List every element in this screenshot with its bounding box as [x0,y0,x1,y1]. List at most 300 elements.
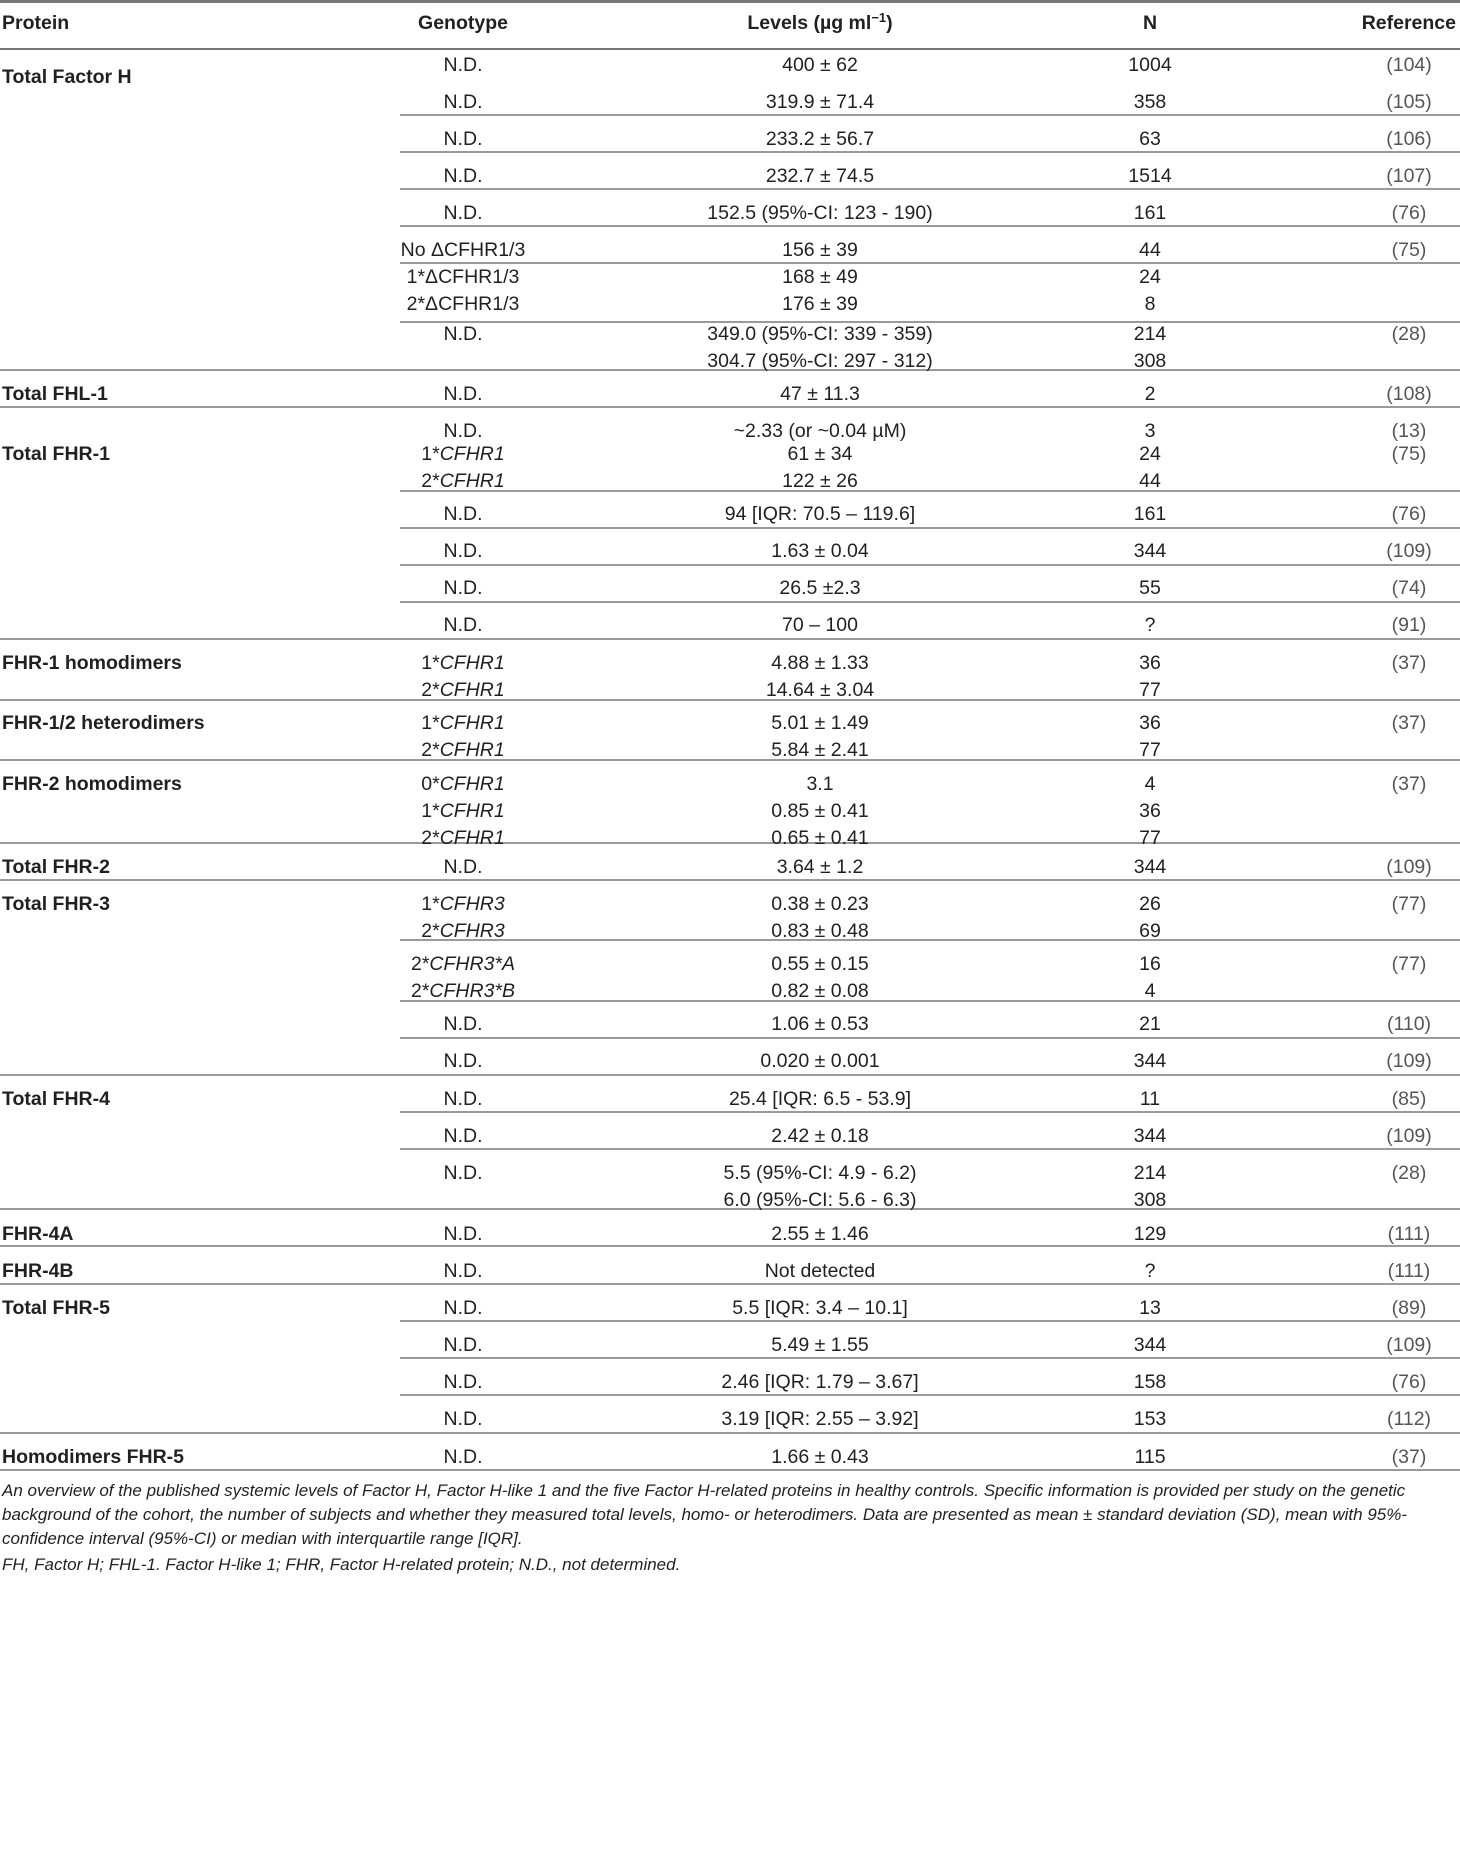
n-value: 115 [1134,1446,1166,1468]
level-value: 4.88 ± 1.33 [771,652,869,674]
n-value: ? [1144,1260,1156,1282]
genotype-cell [400,612,526,639]
n-value: 161 [1133,503,1167,525]
protein-label: Total FHR-3 [2,893,110,915]
genotype-copy-prefix: 1* [421,800,440,822]
reference-cell: (76) [1391,1371,1427,1393]
n-value: 69 [1139,920,1161,942]
n-value: 3 [1144,420,1156,442]
n-value: 344 [1133,856,1167,878]
level-cell [600,951,1040,1005]
n-cell [1100,1011,1200,1038]
level-value: 2.55 ± 1.46 [771,1223,869,1245]
n-cell [1100,612,1200,639]
level-value: 2.46 [IQR: 1.79 – 3.67] [721,1371,919,1393]
level-value: 156 ± 39 [782,239,858,261]
reference-cell: (91) [1391,614,1427,636]
level-cell [600,891,1040,945]
n-value: 308 [1133,350,1167,372]
protein-label: Total FHR-4 [2,1088,110,1110]
n-cell [1100,381,1200,408]
genotype-gene-name: CFHR1 [439,773,505,795]
genotype-value: N.D. [443,614,483,636]
level-value: 5.5 [IQR: 3.4 – 10.1] [732,1297,908,1319]
genotype-gene-name: CFHR3 [439,920,505,942]
n-cell [1100,951,1200,1005]
genotype-cell [400,1444,526,1471]
genotype-copy-prefix: 1* [421,893,440,915]
level-cell [600,1123,1040,1150]
reference-cell: (28) [1391,1162,1427,1184]
genotype-value: N.D. [443,1223,483,1245]
n-cell [1100,1048,1200,1075]
n-value: 24 [1139,266,1161,288]
genotype-cell [400,1048,526,1075]
level-value: 1.06 ± 0.53 [771,1013,869,1035]
genotype-cell [400,321,526,348]
level-value: 26.5 ±2.3 [779,577,861,599]
genotype-cell [400,854,526,881]
n-value: 36 [1139,712,1161,734]
genotype-cell [400,1295,526,1322]
n-cell [1100,1123,1200,1150]
level-cell [600,1332,1040,1359]
protein-label: Total FHR-1 [2,443,110,465]
genotype-value [400,771,526,798]
level-value: 304.7 (95%-CI: 297 - 312) [707,350,933,372]
n-value: 344 [1133,1334,1167,1356]
genotype-value: N.D. [443,323,483,345]
reference-cell: (108) [1386,383,1432,405]
n-value: 63 [1139,128,1161,150]
header-levels-close: ) [886,12,893,34]
level-cell [600,1160,1040,1214]
reference-cell: (110) [1386,1013,1432,1035]
genotype-cell [400,501,526,528]
level-cell [600,1011,1040,1038]
n-cell [1100,854,1200,881]
genotype-copy-prefix: 2* [410,953,430,975]
n-cell [1100,1406,1200,1433]
n-cell [1100,538,1200,565]
protein-label: FHR-1 homodimers [2,652,182,674]
header-levels [600,10,1040,37]
protein-label: FHR-4B [2,1260,74,1282]
level-cell [600,321,1040,375]
genotype-value: N.D. [443,1297,483,1319]
genotype-value: N.D. [443,1408,483,1430]
genotype-value: N.D. [443,202,483,224]
genotype-value [400,978,526,1005]
genotype-copy-prefix: 1* [421,652,440,674]
genotype-gene-name: CFHR3 [439,893,505,915]
n-cell [1100,575,1200,602]
genotype-value [400,918,526,945]
genotype-cell [400,1332,526,1359]
reference-cell: (77) [1391,953,1427,975]
genotype-gene-name: CFHR1 [439,739,505,761]
level-value: 0.38 ± 0.23 [771,893,869,915]
n-value: 44 [1139,239,1161,261]
genotype-gene-name: CFHR1 [439,470,505,492]
genotype-cell [400,538,526,565]
level-cell [600,1221,1040,1248]
genotype-value: N.D. [443,856,483,878]
genotype-cell [400,1123,526,1150]
level-value: 0.82 ± 0.08 [771,980,869,1002]
table-footnote-description: An overview of the published systemic levels of Factor H, Factor H-like 1 and the five Factor H-related proteins in healthy controls. Specific information is provided per study on the genetic background of the cohort, the number of subjects and whether they measured total levels, homo- or heterodimers. Data are presented as mean ± standard deviation (SD), mean with 95%-confidence interval (95%-CI) or median with interquartile range [IQR]. [2,1481,1408,1548]
reference-cell: (109) [1386,856,1432,878]
header-reference: Reference [1361,12,1456,34]
genotype-value [400,798,526,825]
n-value: 214 [1133,1162,1167,1184]
level-value: 5.01 ± 1.49 [771,712,869,734]
reference-cell: (37) [1391,712,1427,734]
level-cell [600,1369,1040,1396]
genotype-value [400,951,526,978]
reference-cell: (76) [1391,503,1427,525]
reference-cell: (111) [1387,1260,1431,1282]
reference-cell: (37) [1391,773,1427,795]
genotype-copy-prefix: 2* [421,470,440,492]
protein-label: Total FHR-2 [2,856,110,878]
genotype-value: N.D. [443,1334,483,1356]
genotype-value [400,441,526,468]
reference-cell: (109) [1386,1125,1432,1147]
level-cell [600,612,1040,639]
genotype-cell [400,1011,526,1038]
genotype-gene-name: CFHR1 [439,712,505,734]
genotype-value: N.D. [443,577,483,599]
level-value: 3.1 [806,773,834,795]
genotype-value: N.D. [443,1446,483,1468]
reference-cell: (109) [1386,540,1432,562]
reference-cell: (106) [1386,128,1432,150]
genotype-cell [400,891,526,945]
n-value: 344 [1133,1125,1167,1147]
genotype-value: N.D. [443,1050,483,1072]
level-value: ~2.33 (or ~0.04 µM) [733,420,907,442]
level-cell [600,501,1040,528]
genotype-cell [400,650,526,704]
genotype-copy-prefix: 2* [421,739,440,761]
n-value: 11 [1139,1088,1161,1110]
level-value: 47 ± 11.3 [780,383,860,405]
level-cell [600,1406,1040,1433]
genotype-gene-name: CFHR3*A [429,953,516,975]
genotype-cell [400,771,526,852]
genotype-value [400,650,526,677]
genotype-gene-name: CFHR1 [439,800,505,822]
n-value: 26 [1139,893,1161,915]
level-value: 70 – 100 [782,614,858,636]
genotype-copy-prefix: 2* [410,980,430,1002]
level-value: 122 ± 26 [782,470,858,492]
genotype-copy-prefix: 2* [421,679,440,701]
level-value: 233.2 ± 56.7 [765,128,875,150]
level-value: 349.0 (95%-CI: 339 - 359) [707,323,933,345]
level-value: 0.020 ± 0.001 [760,1050,880,1072]
n-value: 4 [1144,980,1156,1002]
n-value: 1514 [1128,165,1172,187]
n-cell [1100,1160,1200,1214]
level-value: 1.63 ± 0.04 [771,540,869,562]
n-cell [1100,1258,1200,1285]
n-cell [1100,1086,1200,1113]
genotype-cell [400,1221,526,1248]
n-value: 153 [1133,1408,1167,1430]
reference-cell: (76) [1391,202,1427,224]
level-cell [600,89,1040,116]
header-n: N [1142,12,1158,34]
genotype-cell [400,1086,526,1113]
level-value: 94 [IQR: 70.5 – 119.6] [724,503,916,525]
n-cell [1100,1295,1200,1322]
level-cell [600,200,1040,227]
n-cell [1100,771,1200,852]
n-cell [1100,52,1200,79]
genotype-value [400,737,526,764]
genotype-copy-prefix: 0* [421,773,440,795]
level-value: 152.5 (95%-CI: 123 - 190) [707,202,933,224]
level-cell [600,1295,1040,1322]
genotype-value [400,677,526,704]
genotype-gene-name: CFHR1 [439,443,505,465]
genotype-gene-name: CFHR1 [439,652,505,674]
n-value: 36 [1139,800,1161,822]
n-value: 24 [1139,443,1161,465]
table-top-rule [0,0,1460,3]
n-cell [1100,1369,1200,1396]
reference-cell: (85) [1391,1088,1427,1110]
header-protein: Protein [2,12,70,34]
reference-cell: (111) [1387,1223,1431,1245]
genotype-cell [400,126,526,153]
reference-cell: (89) [1391,1297,1427,1319]
genotype-value: N.D. [443,128,483,150]
level-cell [600,1444,1040,1471]
genotype-cell [400,163,526,190]
protein-label: FHR-4A [2,1223,74,1245]
genotype-value: N.D. [443,420,483,442]
n-value: 2 [1144,383,1156,405]
n-value: 344 [1133,540,1167,562]
genotype-cell [400,200,526,227]
table-header-rule [0,48,1460,50]
level-value: 5.84 ± 2.41 [771,739,869,761]
n-cell [1100,1444,1200,1471]
level-cell [600,575,1040,602]
n-value: 161 [1133,202,1167,224]
genotype-gene-name: CFHR3*B [429,980,516,1002]
reference-cell: (107) [1386,165,1432,187]
genotype-copy-prefix: 2* [421,920,440,942]
header-genotype: Genotype [418,12,508,34]
reference-cell: (77) [1391,893,1427,915]
genotype-value: N.D. [443,540,483,562]
genotype-value: N.D. [443,1162,483,1184]
n-value: 308 [1133,1189,1167,1211]
level-value: 2.42 ± 0.18 [771,1125,869,1147]
level-cell [600,771,1040,852]
n-value: 16 [1139,953,1161,975]
level-value: 0.55 ± 0.15 [771,953,869,975]
level-cell [600,538,1040,565]
genotype-cell [400,381,526,408]
genotype-cell [400,441,526,495]
protein-label: FHR-1/2 heterodimers [2,712,205,734]
level-cell [600,1086,1040,1113]
genotype-value [400,468,526,495]
genotype-value: N.D. [443,54,483,76]
n-value: ? [1144,614,1156,636]
n-value: 129 [1133,1223,1167,1245]
protein-label: Total FHR-5 [2,1297,110,1319]
n-cell [1100,321,1200,375]
level-value: 14.64 ± 3.04 [765,679,875,701]
level-value: 6.0 (95%-CI: 5.6 - 6.3) [723,1189,917,1211]
n-value: 13 [1139,1297,1161,1319]
level-cell [600,381,1040,408]
protein-label: Homodimers FHR-5 [2,1446,185,1468]
level-cell [600,1258,1040,1285]
n-cell [1100,89,1200,116]
level-value: 176 ± 39 [782,293,858,315]
level-cell [600,237,1040,318]
genotype-value: N.D. [443,383,483,405]
n-value: 158 [1133,1371,1167,1393]
reference-cell: (74) [1391,577,1427,599]
n-cell [1100,126,1200,153]
level-cell [600,52,1040,79]
n-value: 4 [1144,773,1156,795]
genotype-copy-prefix: 1* [421,712,440,734]
n-value: 21 [1139,1013,1161,1035]
genotype-gene-name: CFHR1 [439,679,505,701]
n-cell [1100,200,1200,227]
genotype-cell [400,52,526,79]
n-value: 8 [1144,293,1156,315]
genotype-cell [400,951,526,1005]
level-cell [600,126,1040,153]
genotype-cell [400,1258,526,1285]
n-value: 36 [1139,652,1161,674]
level-cell [600,441,1040,495]
n-value: 55 [1139,577,1161,599]
genotype-cell [400,1160,526,1187]
n-cell [1100,441,1200,495]
level-value: 3.64 ± 1.2 [776,856,864,878]
reference-cell: (109) [1386,1334,1432,1356]
n-cell [1100,1221,1200,1248]
reference-cell: (109) [1386,1050,1432,1072]
n-value: 77 [1139,679,1161,701]
level-value: 319.9 ± 71.4 [765,91,875,113]
level-value: 232.7 ± 74.5 [765,165,875,187]
level-value: 3.19 [IQR: 2.55 – 3.92] [721,1408,919,1430]
genotype-gene-name: CFHR1 [439,827,505,849]
level-value: 0.85 ± 0.41 [771,800,869,822]
level-cell [600,854,1040,881]
reference-cell: (37) [1391,1446,1427,1468]
n-value: 1004 [1128,54,1172,76]
n-cell [1100,650,1200,704]
level-value: 400 ± 62 [782,54,858,76]
n-cell [1100,710,1200,764]
level-cell [600,163,1040,190]
genotype-value: 2*ΔCFHR1/3 [406,293,520,315]
n-value: 358 [1133,91,1167,113]
header-levels-superscript: −1 [871,10,887,25]
reference-cell: (28) [1391,323,1427,345]
n-value: 214 [1133,323,1167,345]
reference-cell: (37) [1391,652,1427,674]
protein-label: Total Factor H [2,66,132,88]
genotype-cell [400,89,526,116]
table-footnote-abbreviations: FH, Factor H; FHL-1. Factor H-like 1; FHR, Factor H-related protein; N.D., not determined. [2,1555,681,1574]
genotype-value: N.D. [443,91,483,113]
level-value: 61 ± 34 [787,443,853,465]
genotype-value: N.D. [443,503,483,525]
genotype-cell [400,710,526,764]
reference-cell: (112) [1386,1408,1432,1430]
level-value: Not detected [764,1260,876,1282]
n-cell [1100,237,1200,318]
reference-cell: (75) [1391,239,1427,261]
level-value: 5.5 (95%-CI: 4.9 - 6.2) [723,1162,917,1184]
genotype-copy-prefix: 2* [421,827,440,849]
n-value: 77 [1139,739,1161,761]
level-value: 1.66 ± 0.43 [771,1446,869,1468]
genotype-value: N.D. [443,1088,483,1110]
level-value: 168 ± 49 [782,266,858,288]
protein-label: Total FHL-1 [2,383,108,405]
genotype-value: N.D. [443,1260,483,1282]
reference-cell: (75) [1391,443,1427,465]
n-value: 44 [1139,470,1161,492]
reference-cell: (105) [1386,91,1432,113]
n-cell [1100,891,1200,945]
genotype-copy-prefix: 1* [421,443,440,465]
level-cell [600,650,1040,704]
genotype-cell [400,237,526,318]
n-cell [1100,501,1200,528]
reference-cell: (104) [1386,54,1432,76]
n-value: 77 [1139,827,1161,849]
level-value: 0.83 ± 0.48 [771,920,869,942]
genotype-value: N.D. [443,1013,483,1035]
genotype-value [400,710,526,737]
level-value: 5.49 ± 1.55 [771,1334,869,1356]
header-levels-text: Levels (µg ml [747,12,872,34]
genotype-value: 1*ΔCFHR1/3 [406,266,520,288]
n-value: 344 [1133,1050,1167,1072]
protein-label: FHR-2 homodimers [2,773,182,795]
level-value: 25.4 [IQR: 6.5 - 53.9] [728,1088,912,1110]
genotype-cell [400,1406,526,1433]
genotype-cell [400,1369,526,1396]
genotype-value: N.D. [443,1371,483,1393]
genotype-value [400,891,526,918]
genotype-cell [400,575,526,602]
n-cell [1100,1332,1200,1359]
level-cell [600,710,1040,764]
reference-cell: (13) [1391,420,1427,442]
level-cell [600,1048,1040,1075]
genotype-value: No ΔCFHR1/3 [400,239,526,261]
genotype-value: N.D. [443,1125,483,1147]
genotype-value: N.D. [443,165,483,187]
